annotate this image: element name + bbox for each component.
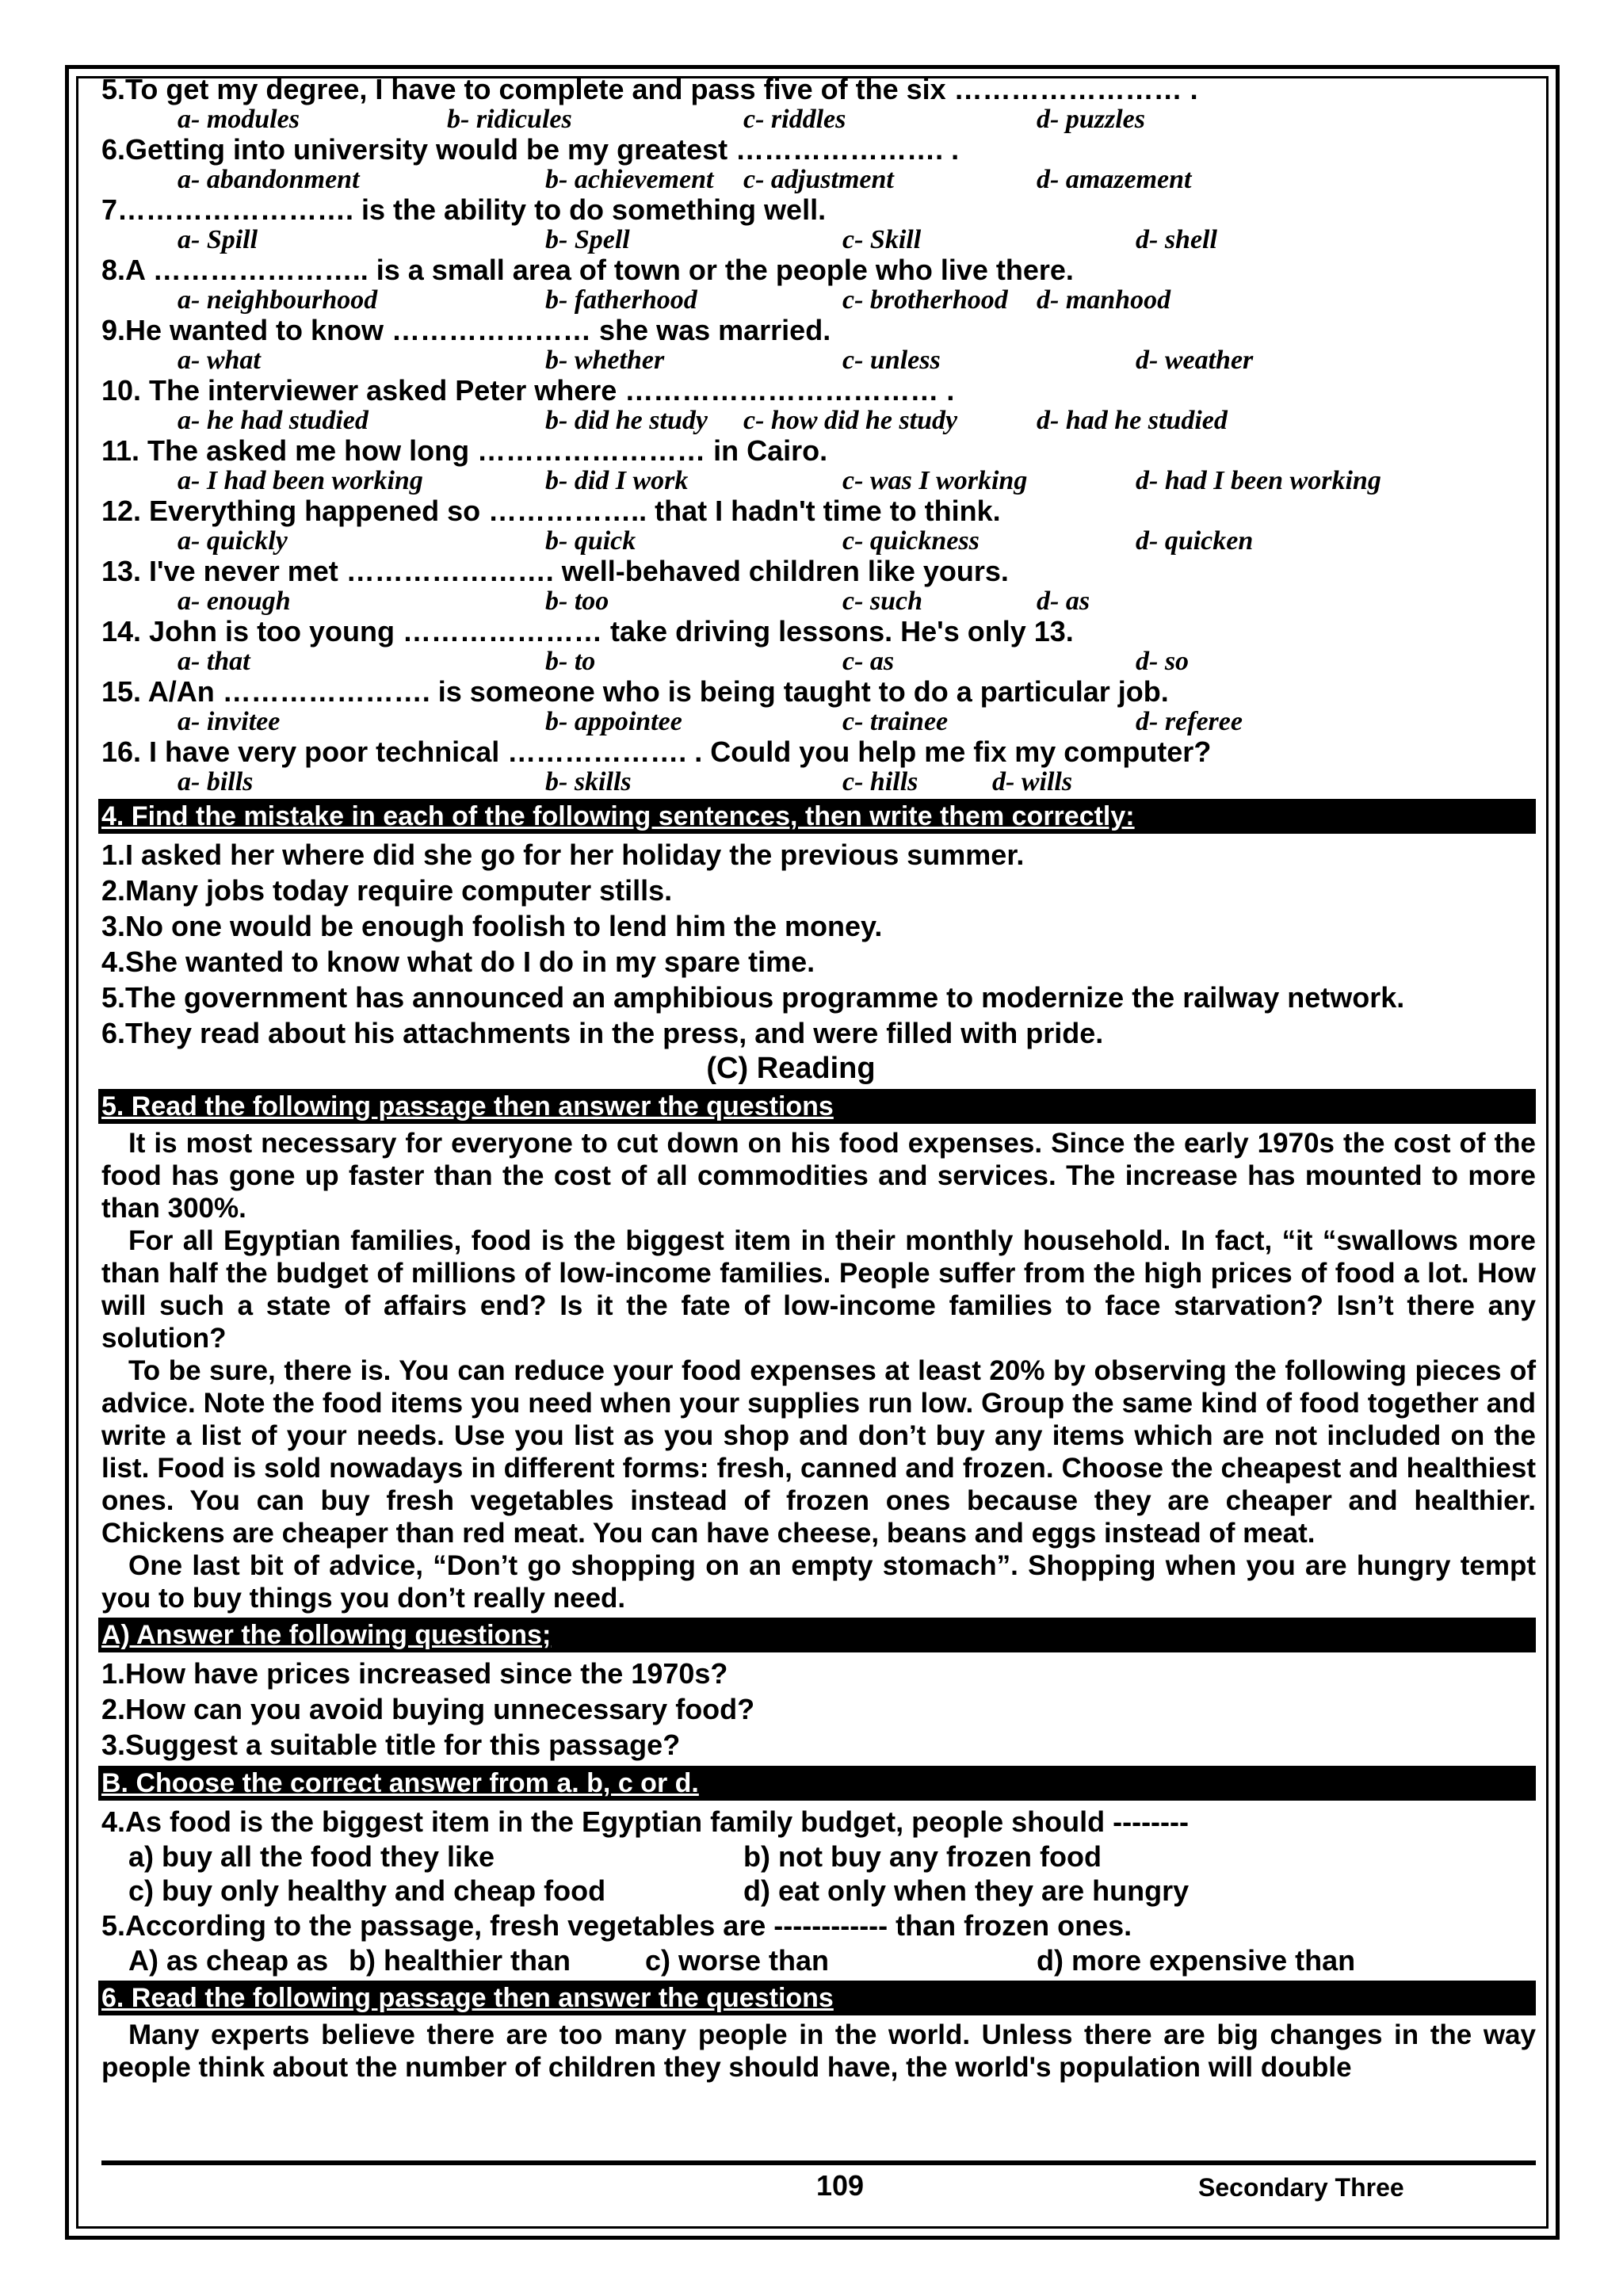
part-b-heading: B. Choose the correct answer from a. b, c or d. bbox=[98, 1766, 1536, 1801]
mcq-item bbox=[101, 193, 1536, 254]
question-text: 15. A/An …………………. is someone who is being taught to do a particular job. bbox=[101, 675, 1169, 708]
mcq-item bbox=[101, 735, 1536, 796]
option-b: b- appointee bbox=[545, 707, 682, 736]
option-a: a- what bbox=[178, 346, 261, 375]
answer-options bbox=[101, 708, 1536, 735]
option-b: b- skills bbox=[545, 767, 632, 797]
question-text: 6.Getting into university would be my greatest …………………. . bbox=[101, 133, 960, 166]
option-c: c- riddles bbox=[743, 105, 846, 134]
section-5-heading: 5. Read the following passage then answer the questions bbox=[98, 1089, 1536, 1124]
answer-options bbox=[101, 407, 1536, 434]
option-a: a- neighbourhood bbox=[178, 285, 378, 315]
option-d: d- wills bbox=[992, 767, 1073, 797]
answer-options bbox=[101, 587, 1536, 615]
answer-options bbox=[101, 768, 1536, 796]
question-text: 8.A ………………….. is a small area of town or the people who live there. bbox=[101, 254, 1074, 286]
option-c: c- adjustment bbox=[743, 165, 894, 194]
option-d: d- quicken bbox=[1136, 526, 1254, 556]
answer-options bbox=[101, 648, 1536, 675]
option-a: A) as cheap as bbox=[128, 1944, 329, 1977]
answer-options bbox=[101, 346, 1536, 374]
option-a: a- quickly bbox=[178, 526, 288, 556]
option-d: d) more expensive than bbox=[1037, 1944, 1356, 1977]
option-a: a- that bbox=[178, 647, 250, 676]
option-a: a- modules bbox=[178, 105, 300, 134]
option-b: b) not buy any frozen food bbox=[743, 1840, 1102, 1873]
option-c: c- quickness bbox=[842, 526, 980, 556]
question-text: 4.As food is the biggest item in the Egyptian family budget, people should -------- bbox=[101, 1805, 1190, 1838]
footer-divider bbox=[101, 2160, 1536, 2165]
option-c: c- unless bbox=[842, 346, 941, 375]
list-item: 2.Many jobs today require computer stills. bbox=[101, 874, 673, 907]
option-c: c- hills bbox=[842, 767, 918, 797]
option-a: a- bills bbox=[178, 767, 254, 797]
option-a: a) buy all the food they like bbox=[128, 1840, 495, 1873]
option-d: d- referee bbox=[1136, 707, 1243, 736]
mcq-item bbox=[101, 555, 1536, 615]
mcq-item bbox=[101, 254, 1536, 314]
option-a: a- Spill bbox=[178, 225, 258, 254]
list-item: 3.Suggest a suitable title for this passage? bbox=[101, 1729, 681, 1761]
option-c: c) worse than bbox=[645, 1944, 830, 1977]
list-item: 3.No one would be enough foolish to lend him the money. bbox=[101, 910, 883, 942]
list-item: 5.The government has announced an amphibious programme to modernize the railway network. bbox=[101, 981, 1405, 1014]
passage-paragraph: To be sure, there is. You can reduce your food expenses at least 20% by observing the following pieces of advice. Note the food items you need when your supplies run low. Group the same kind of food together and write a list of your needs. Use you list as you shop and don’t buy any items which are not included on the list. Food is sold nowadays in different forms: fresh, canned and frozen. Choose the cheapest and healthiest ones. You can buy fresh vegetables instead of frozen ones because they are cheaper and healthier. Chickens are cheaper than red meat. You can have cheese, beans and eggs instead of meat. bbox=[101, 1355, 1536, 1549]
option-b: b- to bbox=[545, 647, 596, 676]
passage-paragraph: One last bit of advice, “Don’t go shopping on an empty stomach”. Shopping when you are hungry tempt you to buy things you don’t really need. bbox=[101, 1550, 1536, 1614]
option-a: a- abandonment bbox=[178, 165, 360, 194]
option-b: b- did I work bbox=[545, 466, 689, 495]
option-c: c- as bbox=[842, 647, 895, 676]
option-d: d- had I been working bbox=[1136, 466, 1381, 495]
option-c: c- brotherhood bbox=[842, 285, 1008, 315]
list-item: 1.How have prices increased since the 1970s? bbox=[101, 1657, 728, 1690]
part-a-heading: A) Answer the following questions; bbox=[98, 1618, 1536, 1652]
mcq-item bbox=[101, 374, 1536, 434]
option-c: c- such bbox=[842, 586, 923, 616]
reading-section-title: (C) Reading bbox=[706, 1052, 876, 1085]
option-d: d- had he studied bbox=[1037, 406, 1228, 435]
option-c: c) buy only healthy and cheap food bbox=[128, 1874, 606, 1907]
option-c: c- was I working bbox=[842, 466, 1028, 495]
option-b: b- ridicules bbox=[447, 105, 572, 134]
answer-options bbox=[101, 166, 1536, 193]
mcq-item bbox=[101, 133, 1536, 193]
mcq-item bbox=[101, 615, 1536, 675]
option-b: b- did he study bbox=[545, 406, 708, 435]
footer-label: Secondary Three bbox=[1198, 2173, 1404, 2202]
question-text: 13. I've never met …………………. well-behaved children like yours. bbox=[101, 555, 1009, 587]
passage-paragraph: Many experts believe there are too many people in the world. Unless there are big changes in the way people think about the number of children they should have, the world's population will double bbox=[101, 2019, 1536, 2083]
option-d: d- weather bbox=[1136, 346, 1254, 375]
option-d: d- amazement bbox=[1037, 165, 1192, 194]
list-item: 6.They read about his attachments in the press, and were filled with pride. bbox=[101, 1017, 1104, 1049]
option-a: a- invitee bbox=[178, 707, 281, 736]
list-item: 4.She wanted to know what do I do in my spare time. bbox=[101, 946, 815, 978]
list-item: 2.How can you avoid buying unnecessary food? bbox=[101, 1693, 755, 1725]
option-d: d- so bbox=[1136, 647, 1190, 676]
list-item: 1.I asked her where did she go for her holiday the previous summer. bbox=[101, 839, 1025, 871]
section-4-heading: 4. Find the mistake in each of the following sentences, then write them correctly: bbox=[98, 799, 1536, 834]
option-d: d- as bbox=[1037, 586, 1090, 616]
page-number: 109 bbox=[816, 2169, 865, 2202]
option-b: b- whether bbox=[545, 346, 665, 375]
section-4-list bbox=[101, 837, 1536, 1051]
option-b: b- too bbox=[545, 586, 609, 616]
reading-passage bbox=[101, 2019, 1536, 2084]
option-b: b- Spell bbox=[545, 225, 630, 254]
option-d: d- shell bbox=[1136, 225, 1217, 254]
question-text: 5.To get my degree, I have to complete and pass five of the six …………………… . bbox=[101, 73, 1198, 105]
question-text: 7……………………. is the ability to do something well. bbox=[101, 193, 827, 226]
option-d: d) eat only when they are hungry bbox=[743, 1874, 1190, 1907]
answer-options bbox=[101, 467, 1536, 495]
question-text: 5.According to the passage, fresh vegetables are ------------ than frozen ones. bbox=[101, 1909, 1132, 1942]
question-text: 16. I have very poor technical ………………. . Could you help me fix my computer? bbox=[101, 735, 1212, 768]
section-6-heading: 6. Read the following passage then answer the questions bbox=[98, 1981, 1536, 2015]
option-c: c- trainee bbox=[842, 707, 949, 736]
option-a: a- enough bbox=[178, 586, 291, 616]
option-b: b- achievement bbox=[545, 165, 714, 194]
question-text: 14. John is too young ………………… take driving lessons. He's only 13. bbox=[101, 615, 1074, 648]
option-d: d- manhood bbox=[1037, 285, 1171, 315]
option-b: b- quick bbox=[545, 526, 636, 556]
option-a: a- I had been working bbox=[178, 466, 423, 495]
question-text: 10. The interviewer asked Peter where …………………………… . bbox=[101, 374, 955, 407]
option-a: a- he had studied bbox=[178, 406, 369, 435]
answer-options-row bbox=[101, 1943, 1536, 1977]
question-text: 9.He wanted to know ………………… she was married. bbox=[101, 314, 831, 346]
worksheet-content bbox=[101, 73, 1536, 2084]
passage-paragraph: It is most necessary for everyone to cut down on his food expenses. Since the early 1970s the cost of the food has gone up faster than the cost of all commodities and services. The increase has mounted to more than 300%. bbox=[101, 1128, 1536, 1224]
question-text: 11. The asked me how long …………………… in Cairo. bbox=[101, 434, 828, 467]
option-d: d- puzzles bbox=[1037, 105, 1145, 134]
answer-options bbox=[101, 226, 1536, 254]
answer-options bbox=[101, 105, 1536, 133]
mcq-item bbox=[101, 675, 1536, 735]
passage-paragraph: For all Egyptian families, food is the biggest item in their monthly household. In fact, “it “swallows more than half the budget of millions of low-income families. People suffer from the high prices of food a lot. How will such a state of affairs end? Is it the fate of low-income families to face starvation? Isn’t there any solution? bbox=[101, 1225, 1536, 1354]
option-c: c- how did he study bbox=[743, 406, 958, 435]
mcq-item bbox=[101, 495, 1536, 555]
mcq-item bbox=[101, 314, 1536, 374]
question-text: 12. Everything happened so …………….. that I hadn't time to think. bbox=[101, 495, 1001, 527]
answer-options-row bbox=[101, 1839, 1536, 1874]
mcq-item bbox=[101, 73, 1536, 133]
mcq-item bbox=[101, 434, 1536, 495]
answer-options bbox=[101, 286, 1536, 314]
option-b: b) healthier than bbox=[349, 1944, 571, 1977]
answer-options bbox=[101, 527, 1536, 555]
answer-options-row bbox=[101, 1874, 1536, 1908]
option-b: b- fatherhood bbox=[545, 285, 697, 315]
reading-passage bbox=[101, 1127, 1536, 1614]
option-c: c- Skill bbox=[842, 225, 922, 254]
